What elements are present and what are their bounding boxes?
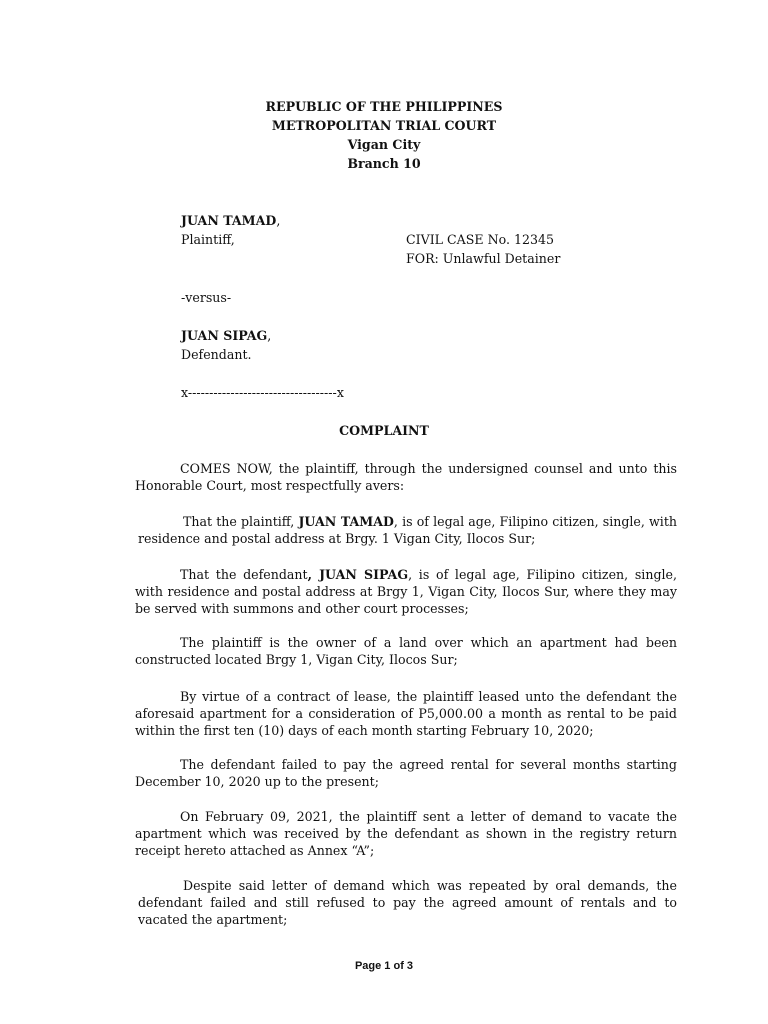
- page-number: Page 1 of 3: [354, 960, 414, 972]
- paragraph-failure-to-pay: The defendant failed to pay the agreed rental for several months starting December 10, 2020 up to the present;: [135, 757, 677, 789]
- plaintiff-role: Plaintiff,: [181, 232, 235, 247]
- p3-pre: That the defendant: [180, 567, 308, 582]
- paragraph-demand-letter: On February 09, 2021, the plaintiff sent a letter of demand to vacate the apartment which was received by the defendant as shown in the registry return receipt hereto attached as Annex “A”;: [135, 809, 677, 858]
- paragraph-plaintiff: [138, 513, 677, 547]
- case-number: CIVIL CASE No. 12345: [406, 232, 555, 247]
- paragraph-comes-now: COMES NOW, the plaintiff, through the undersigned counsel and unto this Honorable Court, most respectfully avers:: [135, 461, 677, 493]
- paragraph-ownership: The plaintiff is the owner of a land over which an apartment had been constructed located Brgy 1, Vigan City, Ilocos Sur;: [135, 635, 677, 667]
- paragraph-refusal: Despite said letter of demand which was repeated by oral demands, the defendant failed and still refused to pay the agreed amount of rentals and to vacated the apartment;: [138, 878, 677, 927]
- versus-label: -versus-: [181, 290, 232, 305]
- p2-post: , is of legal age, Filipino citizen, single, with residence and postal address at Brgy. 1 Vigan City, Ilocos Sur;: [138, 514, 677, 546]
- plaintiff-name-line: JUAN TAMAD,: [181, 213, 281, 228]
- plaintiff-name: JUAN TAMAD: [181, 213, 277, 228]
- header-court: METROPOLITAN TRIAL COURT: [271, 118, 497, 133]
- paragraph-defendant: [135, 566, 677, 617]
- document-title: COMPLAINT: [339, 423, 429, 438]
- p2-pre: That the plaintiff,: [183, 514, 299, 529]
- p2-name: JUAN TAMAD: [298, 514, 394, 529]
- defendant-role: Defendant.: [181, 347, 252, 362]
- defendant-name-line: JUAN SIPAG,: [181, 328, 272, 343]
- header-branch: Branch 10: [347, 156, 421, 171]
- header-city: Vigan City: [347, 137, 421, 152]
- p3-name: , JUAN SIPAG: [307, 567, 409, 582]
- defendant-name: JUAN SIPAG: [181, 328, 268, 343]
- paragraph-lease: By virtue of a contract of lease, the plaintiff leased unto the defendant the aforesaid apartment for a consideration of P5,000.00 a month as rental to be paid within the first ten (10) days of each month starting February 10, 2020;: [135, 689, 677, 738]
- caption-separator: x-----------------------------------x: [181, 385, 344, 400]
- header-republic: REPUBLIC OF THE PHILIPPINES: [265, 99, 503, 114]
- p3-post: , is of legal age, Filipino citizen, single, with residence and postal address at Brgy 1, Vigan City, Ilocos Sur, where they may be served with summons and other court processes;: [135, 567, 677, 616]
- case-for: FOR: Unlawful Detainer: [406, 251, 561, 266]
